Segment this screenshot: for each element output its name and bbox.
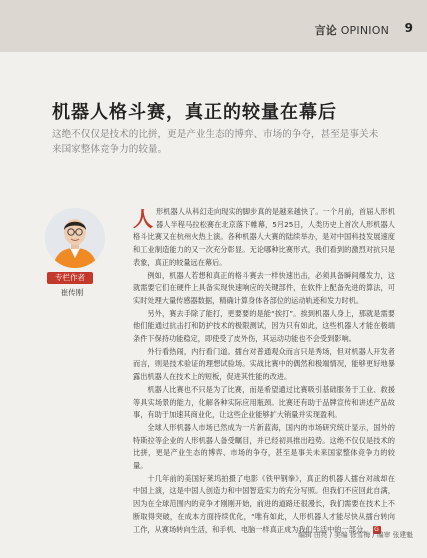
body-paragraph-4: 外行看热闹，内行看门道。擂台对普通观众而言只是秀场，但对机器人开发者而言，则是技术验证的理想试验场。实战比赛中的偶然和极端情况，能够更好地暴露出机器人在技术上的短板，促进其性能的改进。: [133, 346, 395, 382]
end-mark-icon: G: [374, 525, 379, 533]
paragraph-text: 十几年前的美国好莱坞拍摄了电影《铁甲钢拳》，真正的机器人擂台对战却在中国上演，这是中国人创造力和中国智造实力的充分写照。但我们不应回此自满，因为在全球范围内的竞争才刚刚开始，前进的道路还很漫长，我们需要在技术上不断取得突破，在成本方面持续优化，“唯有如此，人形机器人才能尽快从擂台转向工作，从赛场转向生活，和手机、电脑一样真正成为我们生活中的一部分。: [133, 473, 395, 534]
body-paragraph-3: 另外，赛去手除了能打，更要要的是能“挨打”。挨到机器人身上，那就是需要他们能通过抗击打和防护技术的极限测试，因为只有如此，这些机器人才能在极端条件下保持功能稳定，即使受了皮外伤，其运动功能也不会受到影响。: [133, 308, 395, 344]
body-paragraph-1: [133, 206, 395, 270]
body-paragraph-5: 机器人比赛也不只是为了比赛，而是希望通过比赛吸引基础服务于工业、救援等具实场景的能力，化解各种实际应用瓶颈。比赛还有助于品牌宣传和讲述产品故事，有助于加速其商业化，让这些企业能够扩大销量并实现盈利。: [133, 384, 395, 420]
article-subtitle: 这绝不仅仅是技术的比拼，更是产业生态的博弈、市场的争夺，甚至是事关未来国家整体竞争力的较量。: [52, 129, 379, 155]
author-avatar: [45, 208, 105, 268]
author-portrait-icon: [45, 208, 105, 268]
section-label: [315, 22, 389, 38]
article-title: 机器人格斗赛，真正的较量在幕后: [52, 102, 337, 123]
body-paragraph-2: 例如，机器人若想和真正的格斗赛去一样快速出击，必须具备瞬间爆发力，这就需要它们在硬件上具备实现快速响应的关键部件，在软件上配备先进的算法，可实时处理大量传感器数据，精确计算身体各部位的运动轨迹和发力时机。: [133, 270, 395, 305]
author-badge: 专栏作者: [47, 272, 93, 284]
body-paragraph-7: [133, 473, 395, 537]
header-bar: [0, 0, 427, 52]
section-en: OPINION: [340, 24, 389, 37]
editorial-credits: 编辑 田亮 / 美编 徐雪梅 / 编审 张建魁: [298, 531, 413, 539]
body-paragraph-6: 全球人形机器人市场已然成为一片新蓝海，国内的市场研究统计显示，国外的特斯拉等企业的人形机器人备受瞩目，并已经初具推出趋势。这绝不仅仅是技术的比拼，更是产业生态的博弈、市场的争夺，甚至是事关未来国家整体竞争力的较量。: [133, 422, 395, 471]
drop-cap: 人: [133, 207, 153, 231]
author-name: 崔传刚: [60, 288, 84, 297]
article-body: [133, 206, 395, 536]
paragraph-text: 形机器人从科幻走向现实的脚步真的是越来越快了。一个月前，首届人形机器人半程马拉松赛在北京落下帷幕，5月25日，人类历史上首次人形机器人格斗比赛又在杭州火热上演。各种机器人大赛的陆续举办，是对中国科技发展速度和工业制造能力的又一次充分彰显。无论哪种比赛形式，我们看到的激烈对抗只是表象，真正的较量远在幕后。: [133, 207, 395, 267]
page-number: 9: [404, 21, 413, 35]
section-cn: 言论: [314, 24, 337, 37]
